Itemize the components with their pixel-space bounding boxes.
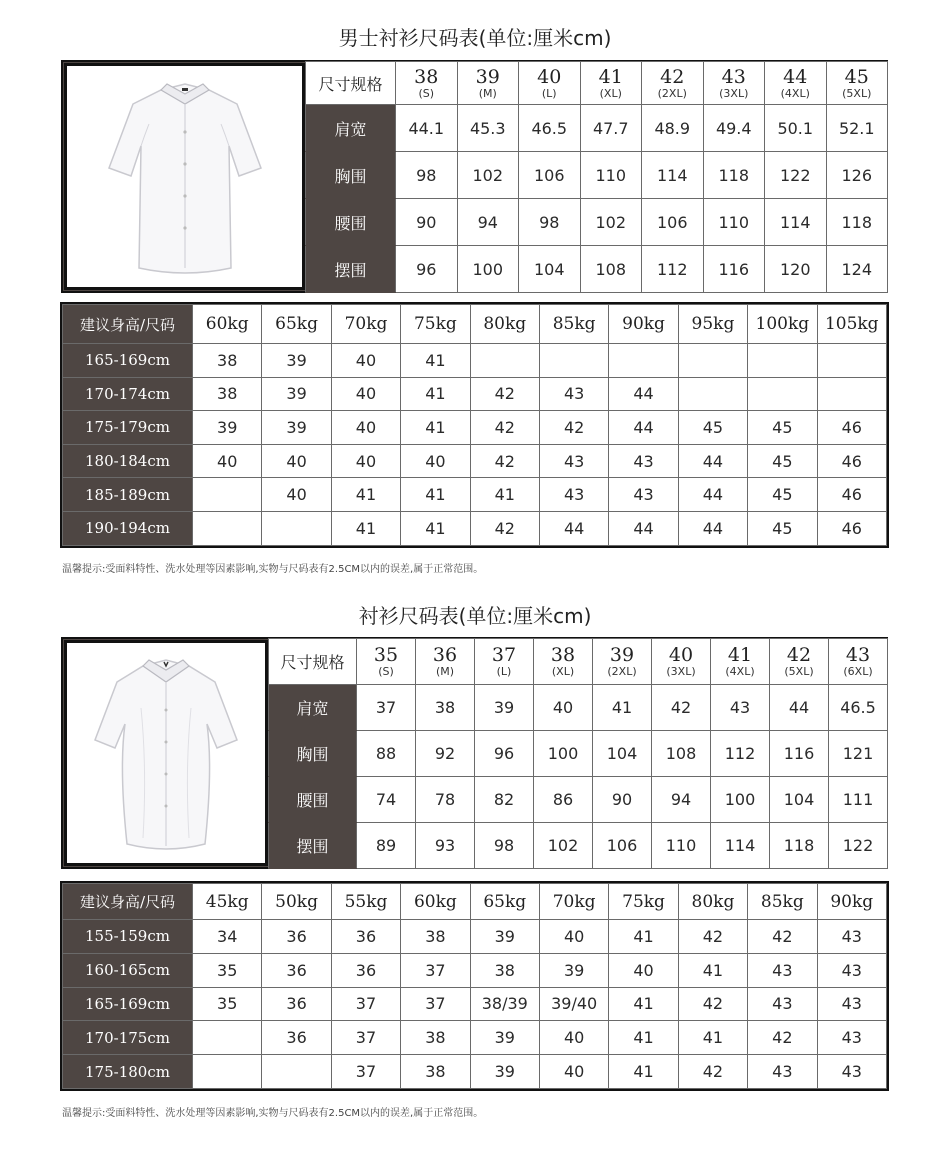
height-row xyxy=(63,953,887,987)
size-header: 43 (6XL) xyxy=(829,639,888,685)
measure-cell: 102 xyxy=(534,823,593,869)
size-cell: 41 xyxy=(609,920,678,954)
size-cell: 38 xyxy=(401,1055,470,1089)
weight-header: 70kg xyxy=(539,884,608,920)
height-row xyxy=(63,987,887,1021)
height-label: 170-174cm xyxy=(63,377,193,411)
measure-cell: 121 xyxy=(829,731,888,777)
measure-label: 肩宽 xyxy=(306,105,396,152)
measure-cell: 100 xyxy=(534,731,593,777)
size-cell: 41 xyxy=(678,1021,747,1055)
size-cell: 41 xyxy=(470,478,539,512)
size-cell: 41 xyxy=(401,344,470,378)
measure-cell: 104 xyxy=(519,246,581,293)
size-cell: 43 xyxy=(817,920,886,954)
measure-cell: 94 xyxy=(457,199,519,246)
measure-cell: 116 xyxy=(770,731,829,777)
size-cell: 38 xyxy=(401,920,470,954)
size-cell: 39 xyxy=(539,953,608,987)
height-label: 190-194cm xyxy=(63,511,193,545)
measure-cell: 104 xyxy=(770,777,829,823)
size-header: 42 (2XL) xyxy=(642,62,704,105)
measure-cell: 124 xyxy=(826,246,888,293)
measure-cell: 89 xyxy=(357,823,416,869)
weight-header: 105kg xyxy=(817,305,886,344)
measure-row xyxy=(269,823,888,869)
measure-cell: 50.1 xyxy=(765,105,827,152)
measure-cell: 96 xyxy=(475,731,534,777)
height-label: 160-165cm xyxy=(63,953,193,987)
size-cell xyxy=(817,344,886,378)
size-cell: 39 xyxy=(262,344,331,378)
height-row xyxy=(63,444,887,478)
size-cell: 37 xyxy=(401,987,470,1021)
weight-header: 45kg xyxy=(193,884,262,920)
height-row xyxy=(63,411,887,445)
size-header: 40 (3XL) xyxy=(652,639,711,685)
measure-cell: 38 xyxy=(416,685,475,731)
weight-header-row xyxy=(63,884,887,920)
height-row xyxy=(63,1021,887,1055)
height-label: 155-159cm xyxy=(63,920,193,954)
height-row xyxy=(63,344,887,378)
size-cell xyxy=(748,344,817,378)
size-cell: 39 xyxy=(193,411,262,445)
measure-cell: 118 xyxy=(770,823,829,869)
size-cell: 41 xyxy=(401,411,470,445)
size-cell: 43 xyxy=(748,1055,817,1089)
size-cell: 40 xyxy=(331,444,400,478)
measure-row xyxy=(306,105,888,152)
measure-cell: 100 xyxy=(457,246,519,293)
size-cell: 37 xyxy=(331,1055,400,1089)
size-cell: 46 xyxy=(817,444,886,478)
measure-cell: 44.1 xyxy=(396,105,458,152)
size-header: 41 (4XL) xyxy=(711,639,770,685)
size-header: 43 (3XL) xyxy=(703,62,765,105)
measure-cell: 110 xyxy=(703,199,765,246)
size-cell: 36 xyxy=(262,1021,331,1055)
measure-cell: 90 xyxy=(593,777,652,823)
height-label: 165-169cm xyxy=(63,987,193,1021)
size-cell: 40 xyxy=(331,344,400,378)
weight-header: 85kg xyxy=(748,884,817,920)
men-shirt-photo xyxy=(64,63,305,290)
measure-cell: 47.7 xyxy=(580,105,642,152)
weight-header: 80kg xyxy=(678,884,747,920)
measure-cell: 41 xyxy=(593,685,652,731)
measure-cell: 92 xyxy=(416,731,475,777)
size-cell: 39/40 xyxy=(539,987,608,1021)
measure-cell: 114 xyxy=(765,199,827,246)
size-cell: 43 xyxy=(539,377,608,411)
measure-label: 腰围 xyxy=(306,199,396,246)
size-cell xyxy=(539,344,608,378)
measure-cell: 96 xyxy=(396,246,458,293)
size-cell: 39 xyxy=(470,1021,539,1055)
size-cell: 38 xyxy=(401,1021,470,1055)
size-cell: 36 xyxy=(331,920,400,954)
size-cell xyxy=(470,344,539,378)
size-header: 41 (XL) xyxy=(580,62,642,105)
size-cell: 43 xyxy=(609,444,678,478)
measure-cell: 108 xyxy=(580,246,642,293)
measure-cell: 100 xyxy=(711,777,770,823)
men-size-header-row xyxy=(306,62,888,105)
measure-cell: 39 xyxy=(475,685,534,731)
measure-cell: 114 xyxy=(711,823,770,869)
size-cell: 36 xyxy=(262,920,331,954)
measure-row xyxy=(269,731,888,777)
size-header: 45 (5XL) xyxy=(826,62,888,105)
size-header: 38 (XL) xyxy=(534,639,593,685)
size-cell: 40 xyxy=(331,411,400,445)
measure-cell: 112 xyxy=(642,246,704,293)
height-size-corner: 建议身高/尺码 xyxy=(63,884,193,920)
size-cell: 43 xyxy=(817,953,886,987)
size-cell: 34 xyxy=(193,920,262,954)
measure-cell: 40 xyxy=(534,685,593,731)
size-cell: 40 xyxy=(331,377,400,411)
size-cell: 44 xyxy=(609,411,678,445)
size-cell: 41 xyxy=(678,953,747,987)
measure-label: 胸围 xyxy=(269,731,357,777)
measure-cell: 48.9 xyxy=(642,105,704,152)
women-recommendation-table xyxy=(62,883,887,1089)
size-cell: 42 xyxy=(470,377,539,411)
weight-header: 85kg xyxy=(539,305,608,344)
size-cell: 35 xyxy=(193,953,262,987)
mens-shirt-icon xyxy=(105,72,265,282)
size-cell: 38/39 xyxy=(470,987,539,1021)
men-size-note: 温馨提示:受面料特性、洗水处理等因素影响,实物与尺码表有2.5CM以内的误差,属于正常范围。 xyxy=(62,564,484,575)
weight-header: 65kg xyxy=(470,884,539,920)
men-size-chart-title: 男士衬衫尺码表(单位:厘米cm) xyxy=(338,26,612,50)
size-cell: 44 xyxy=(539,511,608,545)
size-cell: 45 xyxy=(748,511,817,545)
size-cell: 38 xyxy=(470,953,539,987)
size-cell: 42 xyxy=(470,511,539,545)
size-header: 40 (L) xyxy=(519,62,581,105)
measure-cell: 108 xyxy=(652,731,711,777)
measure-label: 胸围 xyxy=(306,152,396,199)
measure-cell: 86 xyxy=(534,777,593,823)
height-row xyxy=(63,920,887,954)
size-cell: 42 xyxy=(539,411,608,445)
weight-header: 60kg xyxy=(193,305,262,344)
measure-cell: 37 xyxy=(357,685,416,731)
men-recommendation-table xyxy=(62,304,887,546)
measure-cell: 106 xyxy=(519,152,581,199)
height-label: 185-189cm xyxy=(63,478,193,512)
size-cell: 43 xyxy=(539,478,608,512)
size-header: 44 (4XL) xyxy=(765,62,827,105)
height-row xyxy=(63,377,887,411)
measure-label: 腰围 xyxy=(269,777,357,823)
measure-cell: 98 xyxy=(475,823,534,869)
size-cell: 41 xyxy=(331,478,400,512)
measure-label: 肩宽 xyxy=(269,685,357,731)
size-cell: 40 xyxy=(539,1055,608,1089)
size-cell: 43 xyxy=(817,987,886,1021)
size-cell xyxy=(678,344,747,378)
size-cell: 36 xyxy=(331,953,400,987)
size-cell: 46 xyxy=(817,511,886,545)
size-cell: 42 xyxy=(748,1021,817,1055)
size-cell: 46 xyxy=(817,478,886,512)
measure-cell: 122 xyxy=(829,823,888,869)
women-size-chart-title: 衬衫尺码表(单位:厘米cm) xyxy=(358,604,592,628)
women-size-note: 温馨提示:受面料特性、洗水处理等因素影响,实物与尺码表有2.5CM以内的误差,属于正常范围。 xyxy=(62,1108,484,1119)
size-cell xyxy=(193,478,262,512)
size-cell: 37 xyxy=(331,987,400,1021)
measure-label: 摆围 xyxy=(306,246,396,293)
size-cell: 41 xyxy=(401,478,470,512)
measure-cell: 44 xyxy=(770,685,829,731)
size-cell: 43 xyxy=(748,987,817,1021)
size-cell xyxy=(193,511,262,545)
size-cell: 39 xyxy=(262,377,331,411)
size-cell: 37 xyxy=(331,1021,400,1055)
weight-header: 95kg xyxy=(678,305,747,344)
size-cell: 43 xyxy=(817,1055,886,1089)
size-cell: 39 xyxy=(470,1055,539,1089)
measure-cell: 118 xyxy=(703,152,765,199)
size-cell: 40 xyxy=(539,1021,608,1055)
size-cell: 38 xyxy=(193,377,262,411)
size-cell: 35 xyxy=(193,987,262,1021)
height-row xyxy=(63,478,887,512)
size-cell: 41 xyxy=(331,511,400,545)
size-cell: 42 xyxy=(470,444,539,478)
size-cell: 39 xyxy=(470,920,539,954)
size-cell xyxy=(193,1055,262,1089)
weight-header-row xyxy=(63,305,887,344)
men-measurement-table xyxy=(305,61,888,293)
size-cell: 43 xyxy=(817,1021,886,1055)
size-cell xyxy=(678,377,747,411)
size-cell: 36 xyxy=(262,953,331,987)
measure-cell: 122 xyxy=(765,152,827,199)
size-cell: 43 xyxy=(748,953,817,987)
measure-cell: 120 xyxy=(765,246,827,293)
size-cell: 40 xyxy=(539,920,608,954)
size-cell xyxy=(609,344,678,378)
size-cell xyxy=(817,377,886,411)
size-cell: 40 xyxy=(193,444,262,478)
size-cell: 39 xyxy=(262,411,331,445)
measure-cell: 102 xyxy=(580,199,642,246)
spec-label: 尺寸规格 xyxy=(306,62,396,105)
weight-header: 70kg xyxy=(331,305,400,344)
weight-header: 55kg xyxy=(331,884,400,920)
size-cell: 46 xyxy=(817,411,886,445)
size-cell: 36 xyxy=(262,987,331,1021)
weight-header: 60kg xyxy=(401,884,470,920)
measure-cell: 82 xyxy=(475,777,534,823)
size-cell xyxy=(262,1055,331,1089)
weight-header: 75kg xyxy=(401,305,470,344)
measure-label: 摆围 xyxy=(269,823,357,869)
measure-cell: 46.5 xyxy=(519,105,581,152)
height-row xyxy=(63,511,887,545)
spec-label: 尺寸规格 xyxy=(269,639,357,685)
weight-header: 75kg xyxy=(609,884,678,920)
weight-header: 65kg xyxy=(262,305,331,344)
size-cell: 40 xyxy=(262,478,331,512)
measure-cell: 111 xyxy=(829,777,888,823)
size-cell: 41 xyxy=(609,1055,678,1089)
measure-cell: 98 xyxy=(519,199,581,246)
size-cell: 38 xyxy=(193,344,262,378)
weight-header: 100kg xyxy=(748,305,817,344)
measure-cell: 118 xyxy=(826,199,888,246)
size-header: 35 (S) xyxy=(357,639,416,685)
size-cell: 44 xyxy=(678,478,747,512)
measure-cell: 90 xyxy=(396,199,458,246)
size-cell: 42 xyxy=(470,411,539,445)
size-cell: 44 xyxy=(678,511,747,545)
size-cell: 43 xyxy=(609,478,678,512)
measure-cell: 88 xyxy=(357,731,416,777)
measure-cell: 112 xyxy=(711,731,770,777)
measure-cell: 46.5 xyxy=(829,685,888,731)
height-label: 180-184cm xyxy=(63,444,193,478)
measure-row xyxy=(306,152,888,199)
measure-cell: 104 xyxy=(593,731,652,777)
size-cell xyxy=(193,1021,262,1055)
size-cell: 45 xyxy=(748,478,817,512)
size-cell: 42 xyxy=(678,987,747,1021)
measure-cell: 78 xyxy=(416,777,475,823)
measure-cell: 45.3 xyxy=(457,105,519,152)
size-header: 38 (S) xyxy=(396,62,458,105)
measure-cell: 94 xyxy=(652,777,711,823)
measure-row xyxy=(269,777,888,823)
height-row xyxy=(63,1055,887,1089)
womens-shirt-icon xyxy=(91,648,241,858)
measure-cell: 74 xyxy=(357,777,416,823)
size-cell: 43 xyxy=(539,444,608,478)
height-label: 170-175cm xyxy=(63,1021,193,1055)
weight-header: 50kg xyxy=(262,884,331,920)
measure-row xyxy=(306,246,888,293)
height-label: 175-180cm xyxy=(63,1055,193,1089)
size-cell: 42 xyxy=(678,1055,747,1089)
size-cell: 40 xyxy=(262,444,331,478)
size-cell: 42 xyxy=(678,920,747,954)
measure-cell: 102 xyxy=(457,152,519,199)
women-shirt-photo xyxy=(64,640,268,866)
measure-cell: 116 xyxy=(703,246,765,293)
size-cell: 41 xyxy=(401,377,470,411)
measure-row xyxy=(306,199,888,246)
measure-cell: 110 xyxy=(652,823,711,869)
size-header: 37 (L) xyxy=(475,639,534,685)
size-cell: 44 xyxy=(609,511,678,545)
size-cell: 41 xyxy=(401,511,470,545)
size-cell: 41 xyxy=(609,1021,678,1055)
size-cell: 42 xyxy=(748,920,817,954)
measure-cell: 98 xyxy=(396,152,458,199)
weight-header: 90kg xyxy=(609,305,678,344)
women-measurement-table xyxy=(268,638,888,869)
measure-row xyxy=(269,685,888,731)
size-cell xyxy=(262,511,331,545)
measure-cell: 114 xyxy=(642,152,704,199)
measure-cell: 43 xyxy=(711,685,770,731)
measure-cell: 49.4 xyxy=(703,105,765,152)
size-cell xyxy=(748,377,817,411)
size-header: 42 (5XL) xyxy=(770,639,829,685)
height-label: 175-179cm xyxy=(63,411,193,445)
measure-cell: 110 xyxy=(580,152,642,199)
size-cell: 44 xyxy=(678,444,747,478)
size-header: 39 (2XL) xyxy=(593,639,652,685)
height-label: 165-169cm xyxy=(63,344,193,378)
weight-header: 80kg xyxy=(470,305,539,344)
size-header: 36 (M) xyxy=(416,639,475,685)
measure-cell: 42 xyxy=(652,685,711,731)
measure-cell: 52.1 xyxy=(826,105,888,152)
measure-cell: 126 xyxy=(826,152,888,199)
size-cell: 45 xyxy=(748,411,817,445)
size-cell: 45 xyxy=(678,411,747,445)
measure-cell: 106 xyxy=(593,823,652,869)
size-cell: 44 xyxy=(609,377,678,411)
weight-header: 90kg xyxy=(817,884,886,920)
size-cell: 37 xyxy=(401,953,470,987)
size-cell: 45 xyxy=(748,444,817,478)
women-size-header-row xyxy=(269,639,888,685)
size-cell: 41 xyxy=(609,987,678,1021)
size-header: 39 (M) xyxy=(457,62,519,105)
size-cell: 40 xyxy=(609,953,678,987)
size-cell: 40 xyxy=(401,444,470,478)
measure-cell: 106 xyxy=(642,199,704,246)
height-size-corner: 建议身高/尺码 xyxy=(63,305,193,344)
measure-cell: 93 xyxy=(416,823,475,869)
